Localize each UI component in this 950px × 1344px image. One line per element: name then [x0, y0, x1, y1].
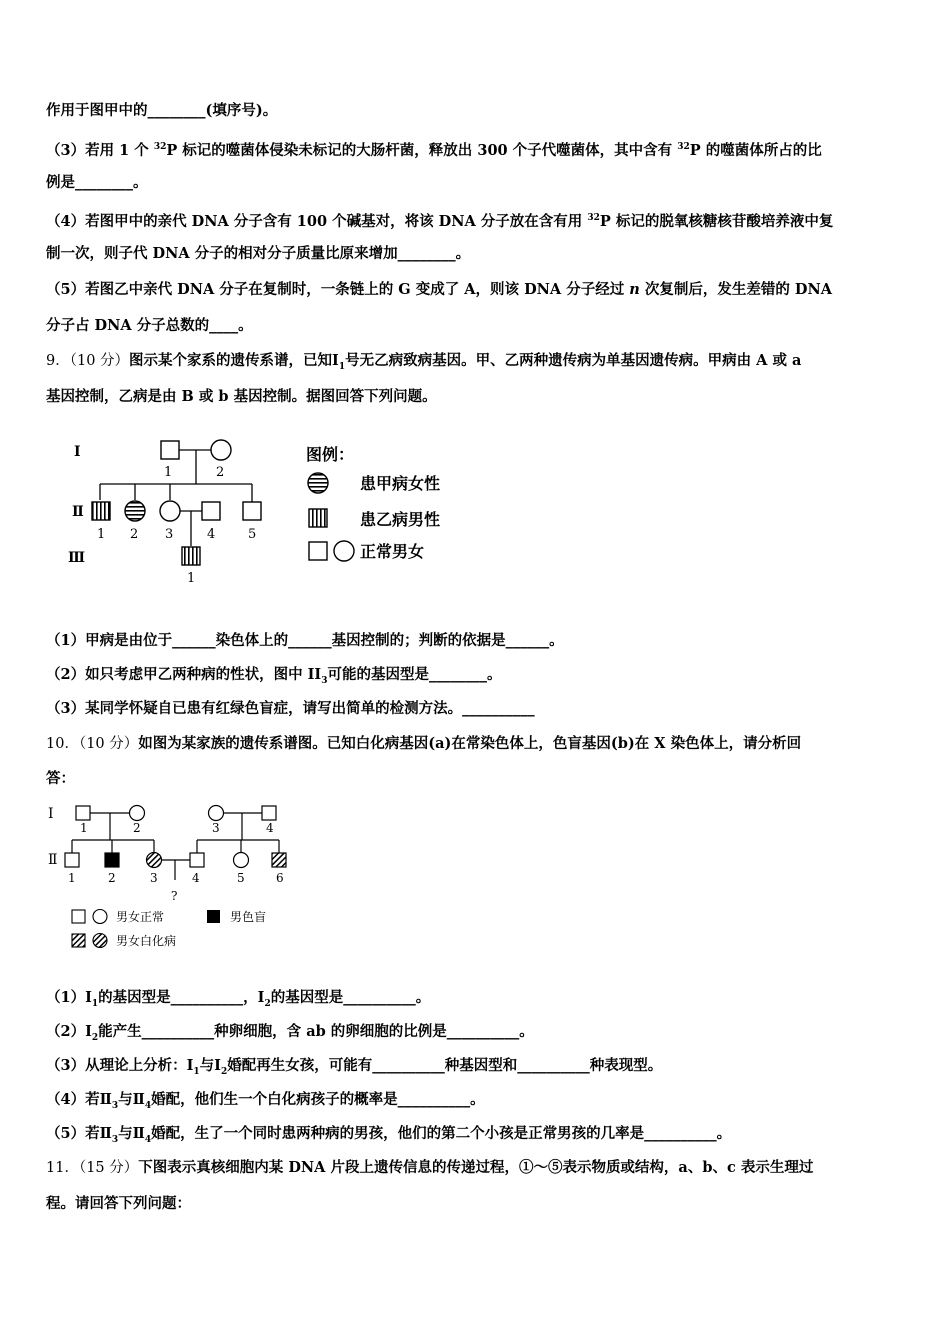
text-line: （4）若$Ⅱ_3$与$Ⅱ_4$婚配，他们生一个白化病孩子的概率是__________。 — [46, 1091, 485, 1111]
svg-text:1: 1 — [187, 571, 196, 586]
generation-label: Ⅰ — [48, 806, 54, 822]
svg-text:3: 3 — [212, 821, 220, 835]
legend-label: 患乙病男性 — [360, 510, 441, 529]
male-disease-b — [92, 502, 110, 520]
text-line: （5）若图乙中亲代 DNA 分子在复制时，一条链上的 G 变成了 A，则该 DNA 分子经过 n 次复制后，发生差错的 DNA — [46, 281, 832, 298]
svg-text:?: ? — [171, 889, 178, 903]
svg-text:2: 2 — [133, 821, 141, 835]
svg-text:4: 4 — [207, 527, 216, 542]
svg-text:1: 1 — [164, 465, 173, 480]
female-disease-a — [125, 501, 145, 521]
text-line: （1）甲病是由位于______染色体上的______基因控制的；判断的依据是______。 — [46, 632, 564, 649]
text-line: （5）若$Ⅱ_3$与$Ⅱ_4$婚配，生了一个同时患两种病的男孩，他们的第二个小孩是正常男孩的几率是__________。 — [46, 1125, 732, 1145]
female-normal — [211, 440, 231, 460]
legend-symbol — [309, 509, 327, 527]
legend-symbol — [308, 473, 328, 493]
svg-text:1: 1 — [97, 527, 106, 542]
text-line: $(2)Ⅰ_2$能产生__________种卵细胞，含 ab 的卵细胞的比例是__________。 — [46, 1023, 534, 1043]
svg-text:2: 2 — [216, 465, 225, 480]
text-line: 例是________。 — [46, 174, 148, 191]
svg-text:男色盲: 男色盲 — [230, 910, 267, 924]
legend-label: 正常男女 — [360, 542, 425, 561]
text-line: （2）如只考虑甲乙两种病的性状，图中 $II_3$可能的基因型是________。 — [46, 666, 502, 686]
svg-text:1: 1 — [80, 821, 88, 835]
pedigree-chart-q10 — [44, 798, 314, 958]
svg-text:6: 6 — [276, 871, 284, 885]
svg-text:2: 2 — [108, 871, 116, 885]
text-line: 分子占 DNA 分子总数的____。 — [46, 317, 253, 334]
generation-label: Ⅰ — [74, 444, 81, 460]
question-11-header: 11．（15 分）下图表示真核细胞内某 DNA 片段上遗传信息的传递过程，①～⑤表示物质或结构，a、b、c 表示生理过 — [46, 1159, 814, 1176]
female-normal — [160, 501, 180, 521]
text-line: （3）若用 1 个 $^{32}$P 标记的噬菌体侵染未标记的大肠杆菌，释放出 300 个子代噬菌体，其中含有 $^{32}$P 的噬菌体所占的比 — [46, 141, 822, 159]
svg-text:5: 5 — [237, 871, 245, 885]
male-disease-b — [182, 547, 200, 565]
svg-text:3: 3 — [150, 871, 158, 885]
text-line: 答： — [46, 770, 75, 787]
svg-text:3: 3 — [165, 527, 174, 542]
pedigree-chart-q9 — [60, 430, 480, 590]
text-line: （3）某同学怀疑自已患有红绿色盲症，请写出简单的检测方法。__________ — [46, 700, 535, 717]
legend-symbol — [334, 541, 354, 561]
text-line: 基因控制，乙病是由 B 或 b 基因控制。据图回答下列问题。 — [46, 388, 437, 405]
text-line: 制一次，则子代 DNA 分子的相对分子质量比原来增加________。 — [46, 245, 471, 262]
svg-text:4: 4 — [192, 871, 200, 885]
svg-text:1: 1 — [68, 871, 76, 885]
generation-label: Ⅱ — [48, 852, 58, 868]
legend-title: 图例： — [306, 445, 355, 464]
svg-text:4: 4 — [266, 821, 274, 835]
svg-text:5: 5 — [248, 527, 257, 542]
svg-text:男女白化病: 男女白化病 — [116, 934, 177, 948]
svg-text:2: 2 — [130, 527, 139, 542]
generation-label: Ⅲ — [68, 550, 86, 566]
text-line: $(1)Ⅰ_1$的基因型是__________，$Ⅰ_2$的基因型是__________。 — [46, 989, 431, 1009]
legend-label: 患甲病女性 — [360, 474, 441, 493]
text-line: 作用于图甲中的________(填序号)。 — [46, 102, 278, 119]
text-line: （3）从理论上分析：$Ⅰ_1$与$Ⅰ_2$婚配再生女孩，可能有__________种基因型和__________种表现型。 — [46, 1057, 663, 1077]
question-9-header: 9．（10 分）图示某个家系的遗传系谱，已知$Ⅰ_1$号无乙病致病基因。甲、乙两种遗传病为单基因遗传病。甲病由 A 或 a — [46, 352, 802, 372]
male-normal — [202, 502, 220, 520]
legend-symbol — [309, 542, 327, 560]
male-normal — [243, 502, 261, 520]
question-10-header: 10．（10 分）如图为某家族的遗传系谱图。已知白化病基因(a)在常染色体上，色盲基因(b)在 X 染色体上，请分析回 — [46, 735, 802, 752]
svg-text:男女正常: 男女正常 — [116, 910, 165, 924]
text-line: （4）若图甲中的亲代 DNA 分子含有 100 个碱基对，将该 DNA 分子放在含有用 $^{32}$P 标记的脱氧核糖核苷酸培养液中复 — [46, 212, 834, 230]
text-line: 程。请回答下列问题： — [46, 1195, 191, 1212]
generation-label: Ⅱ — [72, 504, 84, 520]
male-normal — [161, 441, 179, 459]
